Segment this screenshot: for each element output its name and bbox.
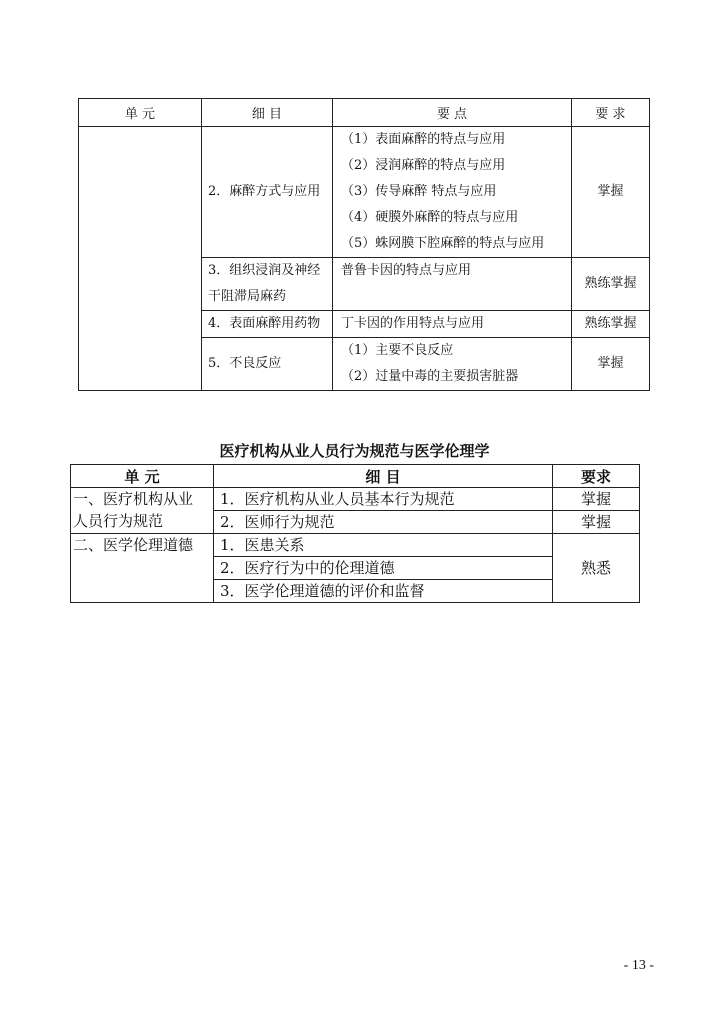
unit-cell — [71, 534, 214, 603]
points-cell — [333, 311, 572, 338]
syllabus-table-anesthesia — [78, 98, 650, 391]
detail-cell: 3．组织浸润及神经干阻滞局麻药 — [202, 258, 333, 311]
table-header-row — [79, 99, 650, 127]
header-requirement: 要求 — [553, 465, 640, 488]
point-item: （3）传导麻醉 特点与应用 — [341, 184, 497, 199]
requirement-cell: 熟练掌握 — [572, 311, 650, 338]
detail-cell: 5．不良反应 — [202, 338, 333, 391]
unit-name-line: 二、医学伦理道德 — [73, 536, 194, 554]
header-points: 要 点 — [333, 99, 572, 127]
table-row — [71, 534, 640, 557]
detail-cell: 2．医师行为规范 — [214, 511, 553, 534]
point-item: （1）主要不良反应 — [341, 343, 454, 358]
header-requirement: 要 求 — [572, 99, 650, 127]
detail-cell: 1．医疗机构从业人员基本行为规范 — [214, 488, 553, 511]
requirement-cell: 掌握 — [553, 488, 640, 511]
unit-name-line: 人员行为规范 — [73, 512, 164, 530]
point-item: （2）浸润麻醉的特点与应用 — [341, 158, 506, 173]
points-cell — [333, 338, 572, 391]
point-item: （4）硬膜外麻醉的特点与应用 — [341, 210, 519, 225]
header-detail: 细 目 — [202, 99, 333, 127]
section-title: 医疗机构从业人员行为规范与医学伦理学 — [219, 442, 490, 460]
detail-cell: 4．表面麻醉用药物 — [202, 311, 333, 338]
table-row — [79, 127, 650, 258]
detail-cell: 3．医学伦理道德的评价和监督 — [214, 580, 553, 603]
table-header-row — [71, 465, 640, 488]
requirement-cell: 掌握 — [553, 511, 640, 534]
detail-cell: 2．医疗行为中的伦理道德 — [214, 557, 553, 580]
detail-cell: 1．医患关系 — [214, 534, 553, 557]
point-item: （1）表面麻醉的特点与应用 — [341, 132, 506, 147]
points-cell — [333, 127, 572, 258]
requirement-cell: 掌握 — [572, 127, 650, 258]
point-item: （5）蛛网膜下腔麻醉的特点与应用 — [341, 236, 545, 251]
detail-cell: 2．麻醉方式与应用 — [202, 127, 333, 258]
table-row — [71, 488, 640, 511]
points-cell — [333, 258, 572, 311]
header-unit: 单 元 — [71, 465, 214, 488]
syllabus-table-ethics — [70, 464, 640, 603]
header-unit: 单 元 — [79, 99, 202, 127]
page-number: - 13 - — [623, 958, 654, 973]
point-item: （2）过量中毒的主要损害脏器 — [341, 369, 519, 384]
requirement-cell: 掌握 — [572, 338, 650, 391]
unit-name-line: 一、医疗机构从业 — [73, 490, 194, 508]
point-item: 丁卡因的作用特点与应用 — [341, 316, 485, 331]
header-detail: 细 目 — [214, 465, 553, 488]
requirement-cell: 熟悉 — [553, 534, 640, 603]
requirement-cell: 熟练掌握 — [572, 258, 650, 311]
unit-cell-empty — [79, 127, 202, 391]
point-item: 普鲁卡因的特点与应用 — [341, 263, 472, 278]
unit-cell — [71, 488, 214, 534]
